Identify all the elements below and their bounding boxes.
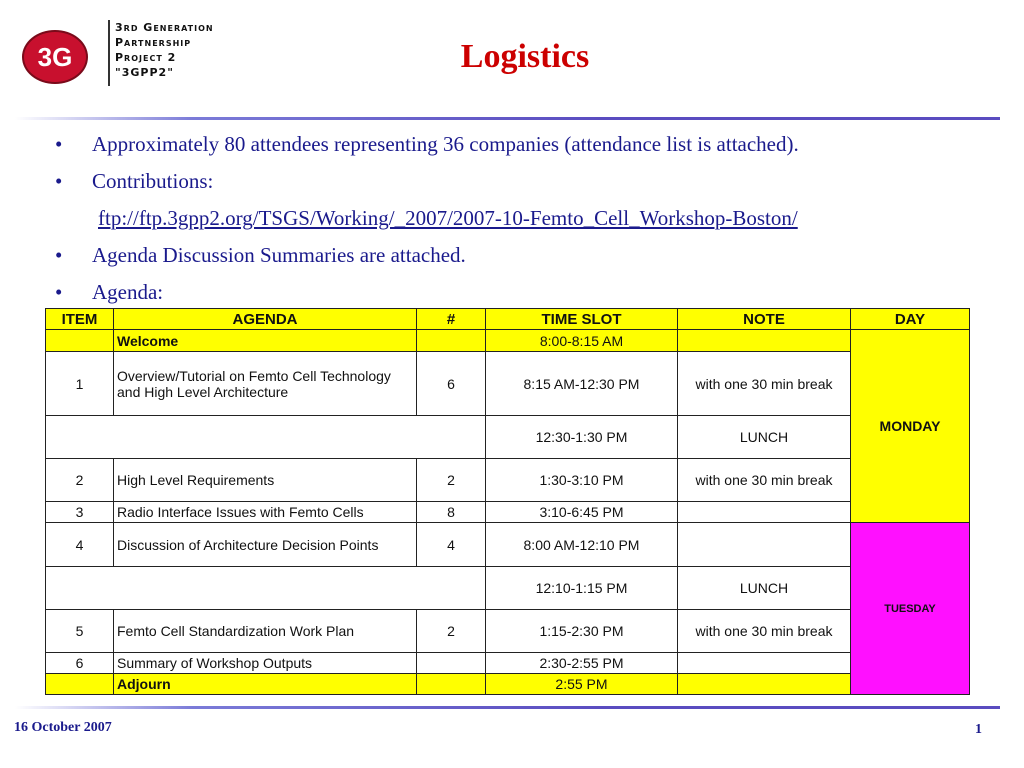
cell-time: 12:30-1:30 PM	[486, 416, 678, 459]
logo-line: 3rd Generation	[115, 21, 214, 34]
cell-time: 12:10-1:15 PM	[486, 567, 678, 610]
cell-note	[678, 674, 851, 695]
cell-time: 8:15 AM-12:30 PM	[486, 352, 678, 416]
table-row	[46, 502, 970, 523]
bullet-dot: •	[55, 132, 63, 156]
bullet-dot: •	[55, 169, 63, 193]
cell-item: 4	[46, 523, 114, 567]
header-day: DAY	[851, 309, 970, 330]
cell-item	[46, 330, 114, 352]
logo-text	[115, 20, 214, 80]
table-row-lunch	[46, 567, 970, 610]
table-row-lunch	[46, 416, 970, 459]
bullet-contributions: Contributions:	[92, 169, 214, 193]
cell-number	[417, 674, 486, 695]
cell-number	[417, 653, 486, 674]
cell-agenda: Radio Interface Issues with Femto Cells	[114, 502, 417, 523]
table-header-row	[46, 309, 970, 330]
bullet-item	[55, 167, 995, 204]
cell-time: 2:30-2:55 PM	[486, 653, 678, 674]
cell-time: 1:15-2:30 PM	[486, 610, 678, 653]
cell-empty	[46, 416, 486, 459]
cell-note	[678, 502, 851, 523]
cell-item: 3	[46, 502, 114, 523]
cell-agenda: Welcome	[114, 330, 417, 352]
contributions-link-row	[55, 204, 995, 241]
bullet-dot: •	[55, 280, 63, 304]
header-item: ITEM	[46, 309, 114, 330]
footer-date: 16 October 2007	[14, 720, 112, 735]
cell-note	[678, 330, 851, 352]
cell-agenda: Discussion of Architecture Decision Points	[114, 523, 417, 567]
bottom-divider	[15, 706, 1000, 709]
cell-note	[678, 653, 851, 674]
cell-note	[678, 523, 851, 567]
bullet-summaries: Agenda Discussion Summaries are attached.	[92, 243, 466, 267]
day-monday: MONDAY	[851, 330, 970, 523]
table-row-adjourn	[46, 674, 970, 695]
cell-number: 4	[417, 523, 486, 567]
day-tuesday: TUESDAY	[851, 523, 970, 695]
cell-note: with one 30 min break	[678, 352, 851, 416]
cell-item	[46, 674, 114, 695]
cell-number: 6	[417, 352, 486, 416]
cell-number: 2	[417, 459, 486, 502]
cell-agenda: High Level Requirements	[114, 459, 417, 502]
cell-agenda: Summary of Workshop Outputs	[114, 653, 417, 674]
cell-number: 8	[417, 502, 486, 523]
cell-item: 2	[46, 459, 114, 502]
cell-item: 6	[46, 653, 114, 674]
cell-time: 8:00-8:15 AM	[486, 330, 678, 352]
bullet-agenda: Agenda:	[92, 280, 164, 304]
agenda-table	[45, 308, 970, 695]
cell-number	[417, 330, 486, 352]
cell-agenda: Adjourn	[114, 674, 417, 695]
cell-time: 8:00 AM-12:10 PM	[486, 523, 678, 567]
cell-note: with one 30 min break	[678, 610, 851, 653]
bullet-list	[55, 130, 995, 315]
header-agenda: AGENDA	[114, 309, 417, 330]
cell-agenda: Overview/Tutorial on Femto Cell Technology and High Level Architecture	[114, 352, 417, 416]
logo-badge: 3G	[22, 30, 88, 84]
table-row-welcome	[46, 330, 970, 352]
slide-title: Logistics	[460, 38, 590, 75]
bullet-attendees: Approximately 80 attendees representing 36 companies (attendance list is attached).	[92, 132, 799, 156]
logo-line: "3GPP2"	[115, 66, 174, 79]
table-row	[46, 523, 970, 567]
page-number: 1	[975, 722, 982, 737]
header-time-slot: TIME SLOT	[486, 309, 678, 330]
cell-item: 1	[46, 352, 114, 416]
cell-note: LUNCH	[678, 567, 851, 610]
cell-empty	[46, 567, 486, 610]
cell-number: 2	[417, 610, 486, 653]
table-row	[46, 352, 970, 416]
cell-item: 5	[46, 610, 114, 653]
3gpp2-logo	[22, 20, 237, 90]
logo-line: Project 2	[115, 51, 177, 64]
contributions-link[interactable]: ftp://ftp.3gpp2.org/TSGS/Working/_2007/2007-10-Femto_Cell_Workshop-Boston/	[98, 206, 798, 230]
bullet-item	[55, 241, 995, 278]
header-note: NOTE	[678, 309, 851, 330]
table-row	[46, 459, 970, 502]
bullet-dot: •	[55, 243, 63, 267]
cell-time: 1:30-3:10 PM	[486, 459, 678, 502]
top-divider	[15, 117, 1000, 120]
table-row	[46, 653, 970, 674]
logo-line: Partnership	[115, 36, 192, 49]
cell-agenda: Femto Cell Standardization Work Plan	[114, 610, 417, 653]
logo-divider	[108, 20, 110, 86]
bullet-item	[55, 130, 995, 167]
cell-time: 2:55 PM	[486, 674, 678, 695]
cell-time: 3:10-6:45 PM	[486, 502, 678, 523]
cell-note: with one 30 min break	[678, 459, 851, 502]
header-number: #	[417, 309, 486, 330]
cell-note: LUNCH	[678, 416, 851, 459]
table-row	[46, 610, 970, 653]
